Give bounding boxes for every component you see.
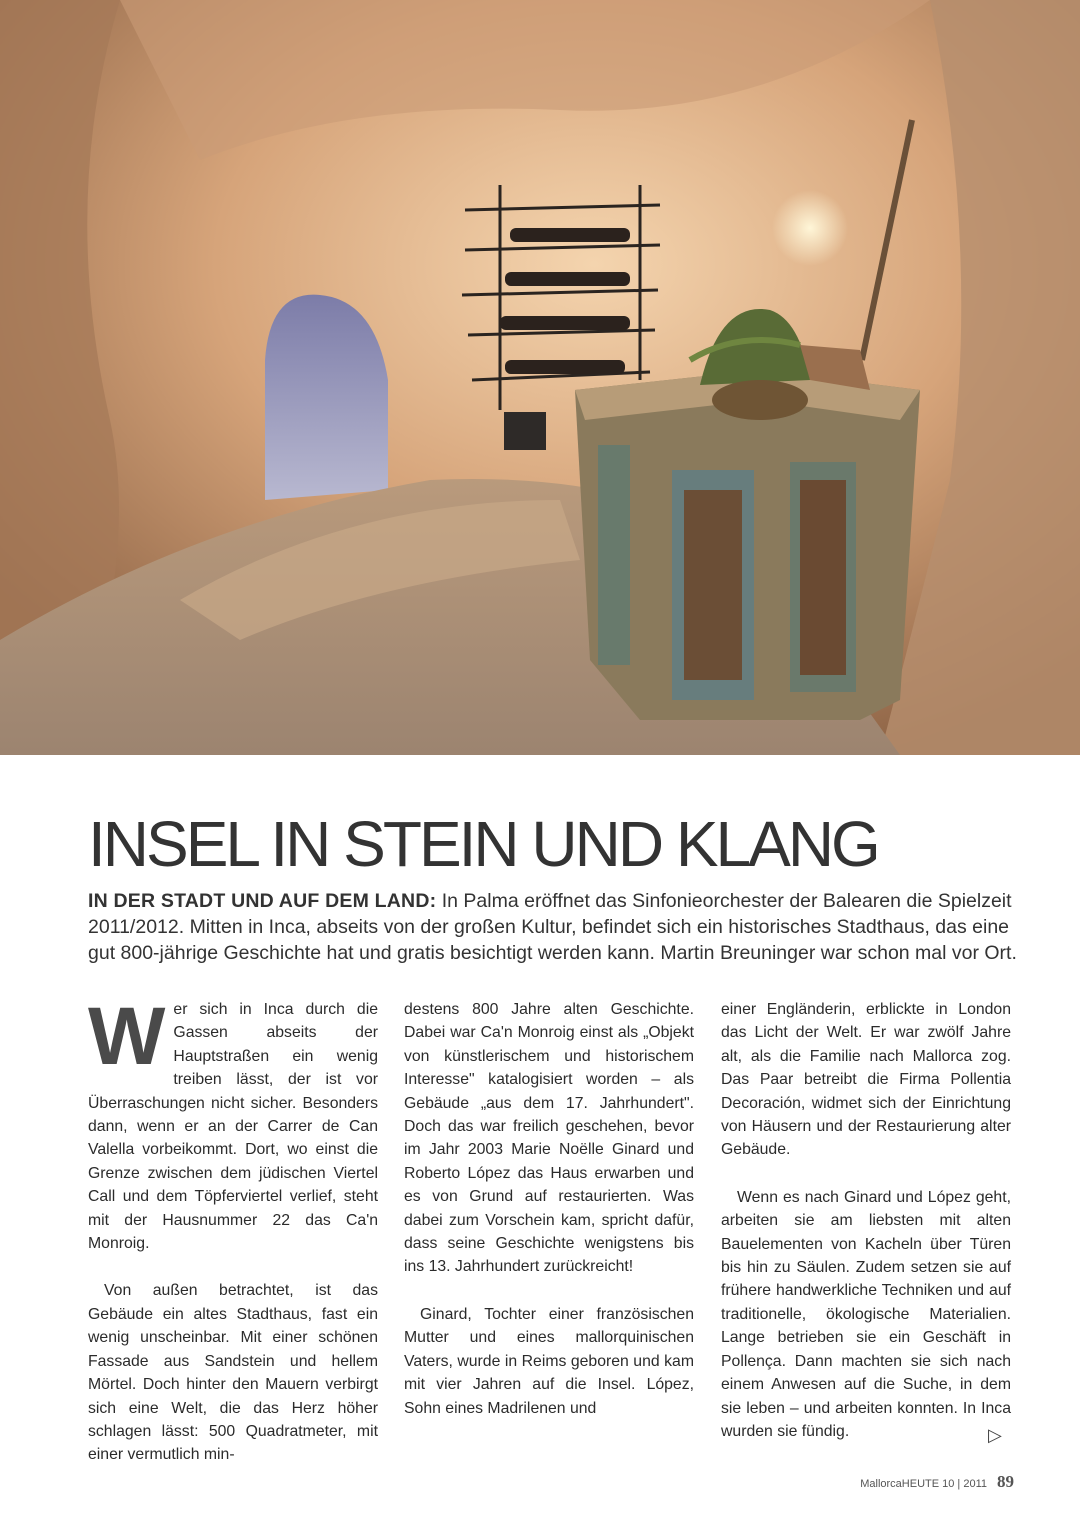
paragraph bbox=[88, 991, 378, 1255]
article-headline: INSEL IN STEIN UND KLANG bbox=[88, 808, 878, 880]
paragraph: destens 800 Jahre alten Geschichte. Dabei war Ca'n Monroig einst als „Objekt von künstlerischem und historischem Interesse" katalogisiert worden – als Gebäude „aus dem 17. Jahrhundert". Doch das war freilich geschehen, bevor im Jahr 2003 Marie Noëlle Ginard und Roberto López das Haus erwarben und es von Grund auf restaurierten. Was dabei zum Vorschein kam, spricht dafür, dass seine Geschichte wenigstens bis ins 13. Jahrhundert zurückreicht! bbox=[404, 1001, 694, 1276]
magazine-issue: MallorcaHEUTE 10 | 2011 bbox=[860, 1478, 987, 1490]
paragraph: Wenn es nach Ginard und López geht, arbeiten sie am liebsten mit alten Bauelementen von Kacheln über Türen bis hin zu Säulen. Zudem setzen sie auf frühere handwerkliche Techniken und auf traditionelle, ökologische Materialien. Lange betrieben sie ein Geschäft in Pollença. Dann machten sie sich nach einem Anwesen auf die Suche, in dem sie leben – und arbeiten konnten. In Inca wurden sie fündig. bbox=[721, 1188, 1011, 1440]
drop-cap: W bbox=[88, 991, 166, 1082]
page-number: 89 bbox=[997, 1472, 1014, 1491]
article-column-2 bbox=[404, 998, 694, 1444]
article-column-3 bbox=[721, 998, 1011, 1467]
cellar-photo bbox=[0, 0, 1080, 755]
continue-arrow-icon: ▷ bbox=[988, 1425, 1002, 1445]
intro-kicker: IN DER STADT UND AUF DEM LAND: bbox=[88, 890, 437, 912]
article-intro bbox=[88, 888, 1018, 966]
paragraph: Von außen betrachtet, ist das Gebäude ein altes Stadthaus, fast ein wenig unscheinbar. Mit einer schönen Fassade aus Sandstein und hellem Mörtel. Doch hinter den Mauern verbirgt sich eine Welt, die das Herz höher schlagen lässt: 500 Quadratmeter, mit einer vermutlich min- bbox=[88, 1282, 378, 1464]
paragraph-text: er sich in Inca durch die Gassen abseits der Hauptstraßen ein wenig treiben lässt, der ist vor Überraschungen nicht sicher. Besonders dann, wenn er an der Carrer de Can Valella vorbeikommt. Dort, wo einst die Grenze zwischen dem jüdischen Viertel Call und dem Töpferviertel verlief, steht mit der Hausnummer 22 das Ca'n Monroig. bbox=[88, 1001, 378, 1253]
paragraph: einer Engländerin, erblickte in London das Licht der Welt. Er war zwölf Jahre alt, als die Familie nach Mallorca zog. Das Paar betreibt die Firma Pollentia Decoración, widmet sich der Einrichtung von Häusern und der Restaurierung alter Gebäude. bbox=[721, 1001, 1011, 1159]
article-column-1 bbox=[88, 991, 378, 1491]
paragraph: Ginard, Tochter einer französischen Mutter und eines mallorquinischen Vaters, wurde in Reims geboren und kam mit vier Jahren auf die Insel. López, Sohn eines Madrilenen und bbox=[404, 1305, 694, 1417]
intro-text: In Palma eröffnet das Sinfonieorchester der Balearen die Spielzeit 2011/2012. Mitten in Inca, abseits von der großen Kultur, befindet sich ein historisches Stadthaus, das eine gut 800-jährige Geschichte hat und gratis besichtigt werden kann. Martin Breuninger war schon mal vor Ort. bbox=[88, 890, 1017, 964]
page-footer bbox=[860, 1472, 1014, 1492]
